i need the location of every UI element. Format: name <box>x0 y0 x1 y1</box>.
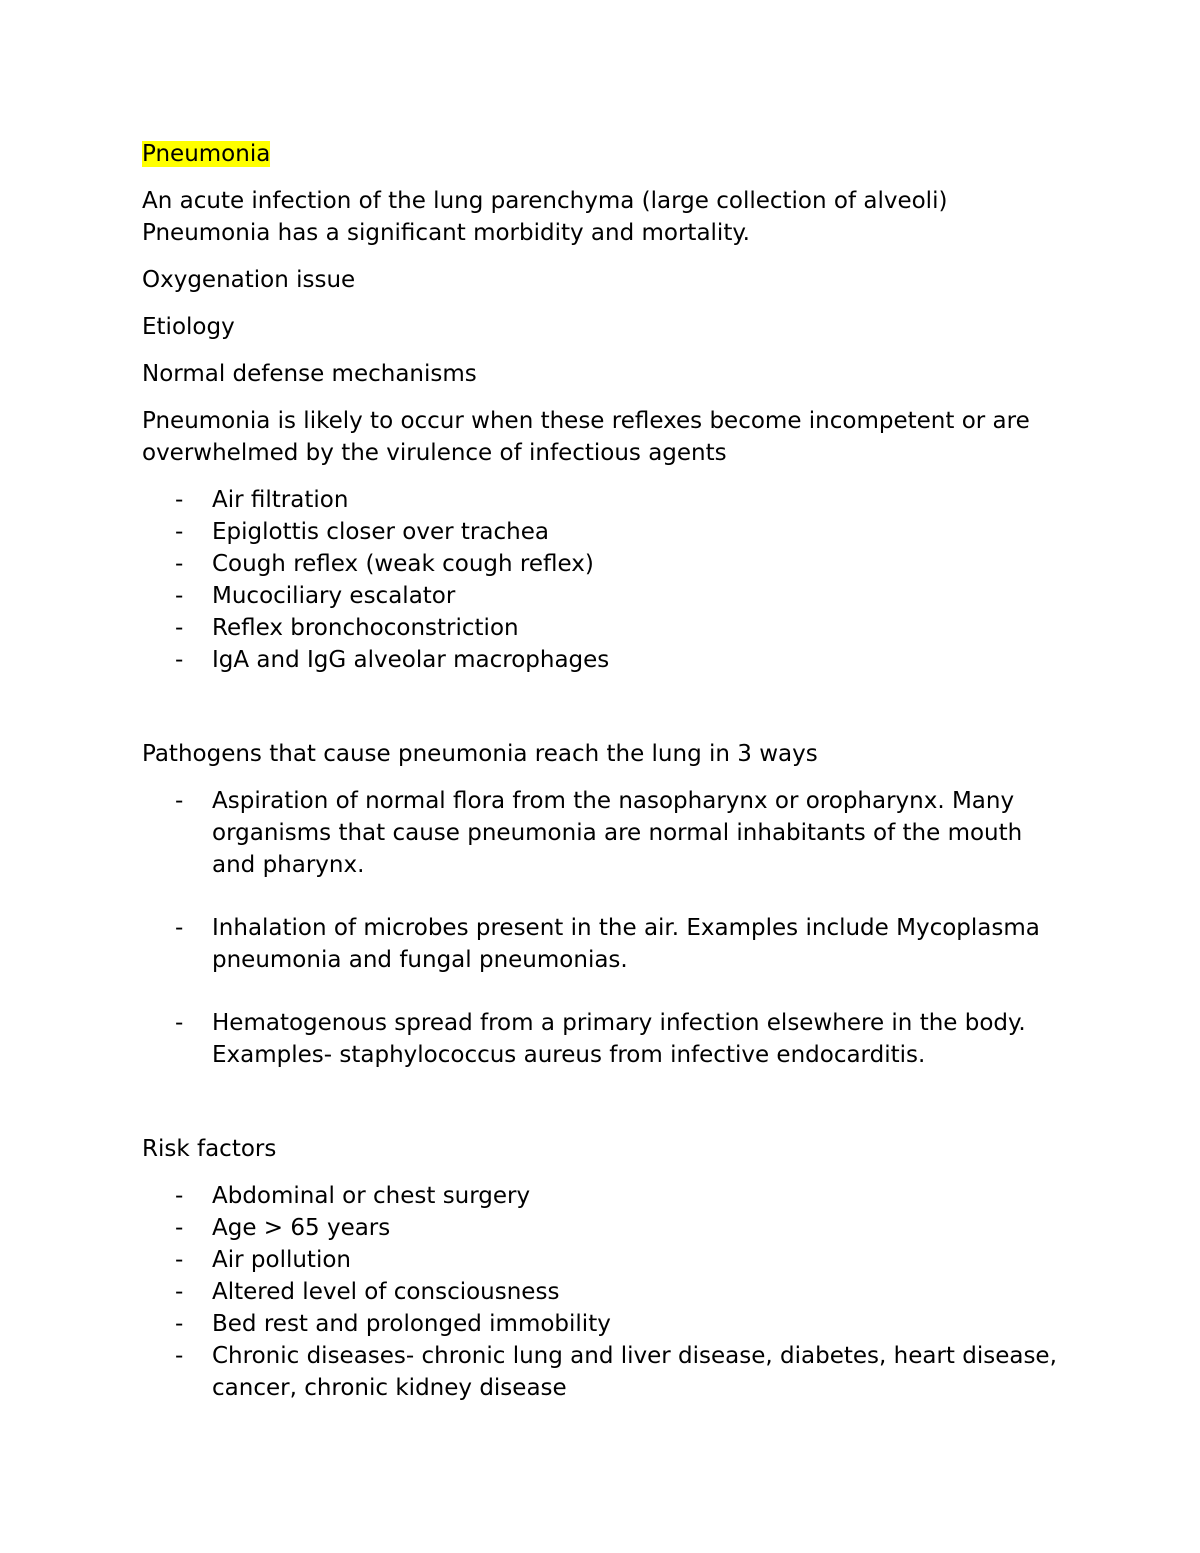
list-item-text: Air pollution <box>212 1247 351 1273</box>
list-item-text: Cough reflex (weak cough reflex) <box>212 551 594 577</box>
blank-line <box>142 691 1072 738</box>
list-item <box>142 1212 1072 1244</box>
defense-intro: Pneumonia is likely to occur when these reflexes become incompetent or are overwhelmed by the virulence of infectious agents <box>142 408 1030 466</box>
dash-bullet: - <box>175 551 184 577</box>
list-item-text: IgA and IgG alveolar macrophages <box>212 647 610 673</box>
dash-bullet: - <box>175 487 184 513</box>
list-item-text: Altered level of consciousness <box>212 1279 560 1305</box>
dash-bullet: - <box>175 615 184 641</box>
list-item-text: Inhalation of microbes present in the air. Examples include Mycoplasma pneumonia and fungal pneumonias. <box>212 915 1040 973</box>
dash-bullet: - <box>175 1311 184 1337</box>
list-item <box>142 1244 1072 1276</box>
dash-bullet: - <box>175 647 184 673</box>
risk-heading: Risk factors <box>142 1136 277 1162</box>
list-item <box>142 484 1072 516</box>
list-item <box>142 612 1072 644</box>
title-highlight: Pneumonia <box>142 141 271 167</box>
oxygenation-line: Oxygenation issue <box>142 267 356 293</box>
list-item <box>142 785 1072 881</box>
list-item-text: Hematogenous spread from a primary infection elsewhere in the body. Examples- staphylococcus aureus from infective endocarditis. <box>212 1010 1026 1068</box>
dash-bullet: - <box>175 1183 184 1209</box>
definition-line: An acute infection of the lung parenchyma (large collection of alveoli) <box>142 188 948 214</box>
definition-paragraph <box>142 185 1072 249</box>
list-item <box>142 548 1072 580</box>
dash-bullet: - <box>175 788 184 814</box>
list-item <box>142 1308 1072 1340</box>
defense-heading: Normal defense mechanisms <box>142 361 477 387</box>
list-item-text: Mucociliary escalator <box>212 583 456 609</box>
risk-list <box>142 1180 1072 1404</box>
blank-line <box>142 1086 1072 1133</box>
list-item-text: Reflex bronchoconstriction <box>212 615 519 641</box>
list-item-text: Bed rest and prolonged immobility <box>212 1311 611 1337</box>
list-item <box>142 644 1072 676</box>
defense-list <box>142 484 1072 676</box>
list-item-text: Air filtration <box>212 487 349 513</box>
list-item-text: Epiglottis closer over trachea <box>212 519 549 545</box>
list-item <box>142 1007 1072 1071</box>
dash-bullet: - <box>175 1247 184 1273</box>
list-item <box>142 516 1072 548</box>
list-item <box>142 580 1072 612</box>
doc-title <box>142 138 1072 170</box>
pathogens-heading: Pathogens that cause pneumonia reach the lung in 3 ways <box>142 741 818 767</box>
list-item <box>142 912 1072 976</box>
dash-bullet: - <box>175 1010 184 1036</box>
etiology-heading: Etiology <box>142 314 235 340</box>
list-item-text: Chronic diseases- chronic lung and liver disease, diabetes, heart disease, cancer, chronic kidney disease <box>212 1343 1057 1401</box>
dash-bullet: - <box>175 915 184 941</box>
list-item-text: Aspiration of normal flora from the nasopharynx or oropharynx. Many organisms that cause pneumonia are normal inhabitants of the mouth and pharynx. <box>212 788 1023 878</box>
list-item <box>142 1180 1072 1212</box>
significance-line: Pneumonia has a significant morbidity and mortality. <box>142 220 750 246</box>
dash-bullet: - <box>175 583 184 609</box>
list-item <box>142 1340 1072 1404</box>
dash-bullet: - <box>175 1215 184 1241</box>
pathogens-list <box>142 785 1072 1071</box>
document-page <box>142 138 1072 1419</box>
dash-bullet: - <box>175 1343 184 1369</box>
list-item-text: Abdominal or chest surgery <box>212 1183 531 1209</box>
dash-bullet: - <box>175 1279 184 1305</box>
list-item <box>142 1276 1072 1308</box>
list-item-text: Age > 65 years <box>212 1215 391 1241</box>
dash-bullet: - <box>175 519 184 545</box>
